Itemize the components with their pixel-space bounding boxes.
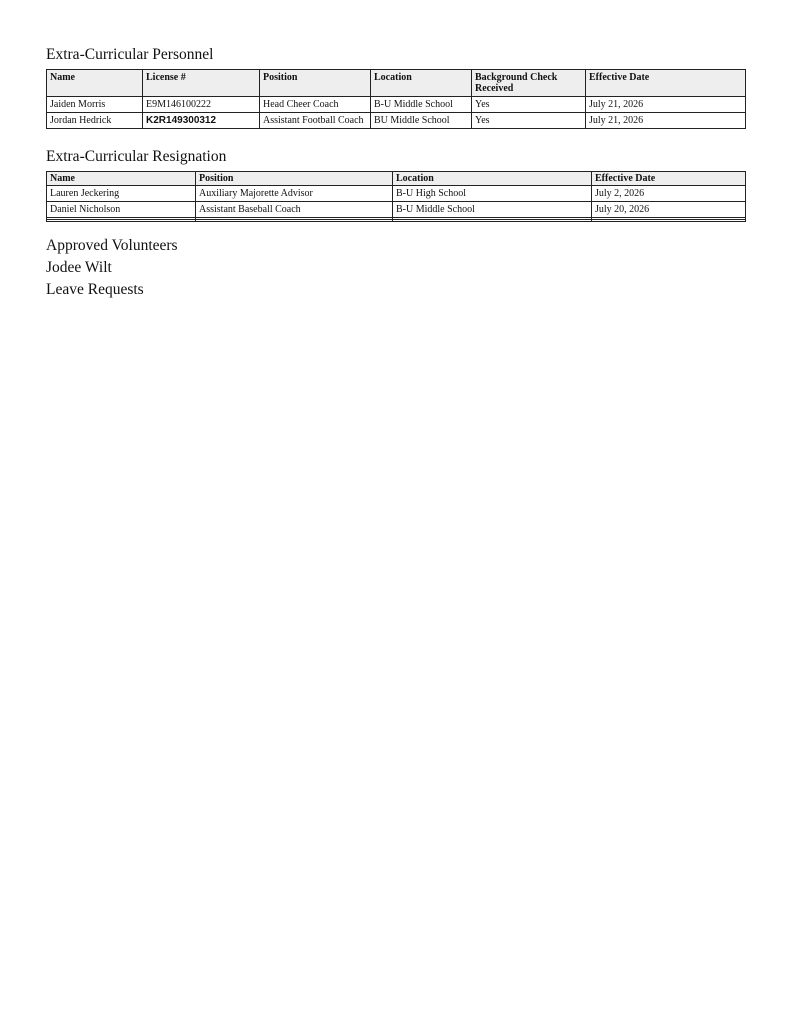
column-header-name: Name	[47, 172, 196, 186]
cell-effective-date: July 2, 2026	[592, 186, 746, 202]
cell-name: Jaiden Morris	[47, 97, 143, 113]
column-header-position: Position	[196, 172, 393, 186]
cell-effective-date: July 21, 2026	[586, 113, 746, 129]
cell-location: B-U Middle School	[371, 97, 472, 113]
resignation-table	[46, 171, 746, 222]
cell-name: Lauren Jeckering	[47, 186, 196, 202]
cell-effective-date: July 20, 2026	[592, 202, 746, 218]
cell-license: K2R149300312	[143, 113, 260, 129]
column-header-location: Location	[371, 70, 472, 97]
cell-background-check: Yes	[472, 113, 586, 129]
column-header-license: License #	[143, 70, 260, 97]
resignation-section-title: Extra-Curricular Resignation	[46, 148, 227, 165]
column-header-name: Name	[47, 70, 143, 97]
table-row	[47, 113, 746, 129]
cell-location: B-U Middle School	[393, 202, 592, 218]
cell-position: Assistant Football Coach	[260, 113, 371, 129]
cell-location: BU Middle School	[371, 113, 472, 129]
cell-position: Assistant Baseball Coach	[196, 202, 393, 218]
table-row	[47, 186, 746, 202]
cell-name: Jordan Hedrick	[47, 113, 143, 129]
table-header-row	[47, 70, 746, 97]
column-header-location: Location	[393, 172, 592, 186]
cell-name: Daniel Nicholson	[47, 202, 196, 218]
table-header-row	[47, 172, 746, 186]
column-header-effective-date: Effective Date	[586, 70, 746, 97]
column-header-background-check: Background Check Received	[472, 70, 586, 97]
personnel-table	[46, 69, 746, 129]
volunteers-section-title: Approved Volunteers	[46, 237, 178, 254]
cell-license: E9M146100222	[143, 97, 260, 113]
column-header-position: Position	[260, 70, 371, 97]
volunteer-name: Jodee Wilt	[46, 259, 112, 276]
table-row	[47, 202, 746, 218]
cell-effective-date: July 21, 2026	[586, 97, 746, 113]
cell-background-check: Yes	[472, 97, 586, 113]
leave-section-title: Leave Requests	[46, 281, 144, 298]
cell-position: Head Cheer Coach	[260, 97, 371, 113]
personnel-section-title: Extra-Curricular Personnel	[46, 46, 214, 63]
document-page	[46, 45, 745, 301]
table-row	[47, 97, 746, 113]
column-header-effective-date: Effective Date	[592, 172, 746, 186]
cell-position: Auxiliary Majorette Advisor	[196, 186, 393, 202]
cell-location: B-U High School	[393, 186, 592, 202]
